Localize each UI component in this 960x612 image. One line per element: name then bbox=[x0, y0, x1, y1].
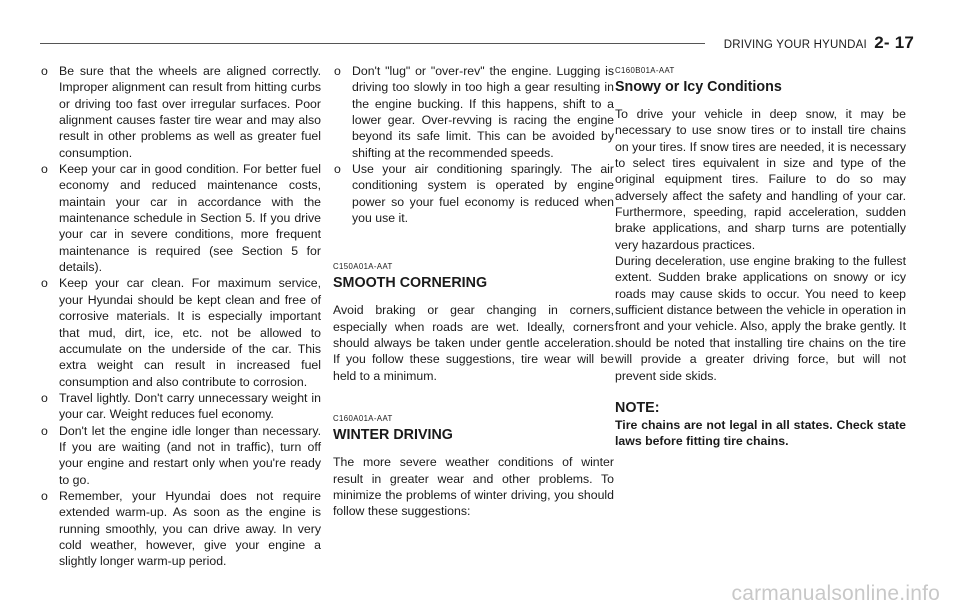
watermark: carmanualsonline.info bbox=[731, 582, 940, 605]
bullet-marker: o bbox=[41, 162, 48, 177]
running-head bbox=[724, 33, 914, 53]
bullet-text: Travel lightly. Don't carry unnecessary weight in your car. Weight reduces fuel economy. bbox=[59, 390, 321, 422]
bullet-item bbox=[40, 275, 321, 389]
page-number: 2- 17 bbox=[874, 33, 914, 52]
section-title: DRIVING YOUR HYUNDAI bbox=[723, 39, 867, 51]
bullet-text: Be sure that the wheels are aligned correctly. Improper alignment can result from hitting curbs or driving too fast over irregular surfaces. Poor alignment causes faster tire wear and may also result in other problems as well as greater fuel consumption. bbox=[59, 64, 321, 160]
note-text: Tire chains are not legal in all states. Check state laws before fitting tire chains. bbox=[615, 417, 906, 449]
section-paragraph: During deceleration, use engine braking to the fullest extent. Sudden brake applications on snowy or icy roads may cause skids to occur. You need to keep sufficient distance between the vehicle in operation in front and your vehicle. Also, apply the brake gently. It should be noted that installing tire chains on the tire will provide a greater driving force, but will not prevent side skids. bbox=[615, 254, 906, 383]
note-title: NOTE: bbox=[615, 399, 660, 416]
bullet-text: Keep your car in good condition. For better fuel economy and reduced maintenance costs, maintain your car in accordance with the maintenance schedule in Section 5. If you drive your car in severe conditions, more frequent maintenance is required (see Section 5 for details). bbox=[59, 162, 321, 275]
section-paragraph: To drive your vehicle in deep snow, it may be necessary to use snow tires or to install tire chains on your tires. If snow tires are needed, it is necessary to select tires equivalent in size and type of the original equipment tires. Failure to do so may adversely affect the safety and handling of your car. Furthermore, speeding, rapid acceleration, sudden brake applications, and sharp turns are potentially very hazardous practices. bbox=[615, 107, 906, 252]
bullet-marker: o bbox=[41, 423, 48, 438]
bullet-item bbox=[333, 161, 614, 226]
bullet-marker: o bbox=[41, 488, 48, 503]
bullet-marker: o bbox=[41, 276, 48, 291]
bullet-item bbox=[40, 161, 321, 275]
header-rule bbox=[40, 43, 705, 44]
bullet-text: Remember, your Hyundai does not require extended warm-up. As soon as the engine is running smoothly, you can drive away. In very cold weather, however, give your engine a slightly longer warm-up period. bbox=[59, 488, 321, 569]
bullet-text: Don't let the engine idle longer than necessary. If you are waiting (and not in traffic), turn off your engine and restart only when you're ready to go. bbox=[59, 423, 321, 487]
left-column bbox=[40, 63, 321, 570]
bullet-marker: o bbox=[334, 162, 341, 177]
section-code: C160B01A-AAT bbox=[615, 66, 675, 75]
section-code: C150A01A-AAT bbox=[333, 262, 393, 272]
bullet-marker: o bbox=[41, 64, 48, 78]
bullet-text: Use your air conditioning sparingly. The air conditioning system is operated by engine power so your fuel economy is reduced when you use it. bbox=[352, 162, 614, 226]
section-heading-winter-driving: WINTER DRIVING bbox=[333, 427, 453, 444]
bullet-item bbox=[40, 390, 321, 423]
right-column bbox=[615, 66, 906, 450]
bullet-marker: o bbox=[41, 390, 48, 405]
bullet-item bbox=[40, 423, 321, 488]
section-body: Avoid braking or gear changing in corners, especially when roads are wet. Ideally, corners should always be taken under gentle acceleration. If you follow these suggestions, tire wear will be held to a minimum. bbox=[333, 303, 614, 383]
section-body: The more severe weather conditions of winter result in greater wear and other problems. To minimize the problems of winter driving, you should follow these suggestions: bbox=[333, 455, 614, 519]
bullet-item bbox=[333, 63, 614, 161]
middle-column bbox=[333, 63, 614, 520]
bullet-marker: o bbox=[334, 64, 341, 78]
bullet-text: Don't "lug" or "over-rev" the engine. Lugging is driving too slowly in too high a gear resulting in the engine bucking. If this happens, shift to a lower gear. Over-revving is racing the engine beyond its safe limit. This can be avoided by shifting at the recommended speeds. bbox=[352, 64, 614, 160]
bullet-item bbox=[40, 63, 321, 161]
section-heading-snowy-icy: Snowy or Icy Conditions bbox=[615, 79, 782, 95]
bullet-item bbox=[40, 488, 321, 570]
section-heading-smooth-cornering: SMOOTH CORNERING bbox=[333, 275, 488, 292]
bullet-text: Keep your car clean. For maximum service, your Hyundai should be kept clean and free of corrosive materials. It is especially important that mud, dirt, ice, etc. not be allowed to accumulate on the underside of the car. This extra weight can result in increased fuel consumption and also contribute to corrosion. bbox=[59, 276, 321, 389]
section-code: C160A01A-AAT bbox=[333, 414, 393, 424]
